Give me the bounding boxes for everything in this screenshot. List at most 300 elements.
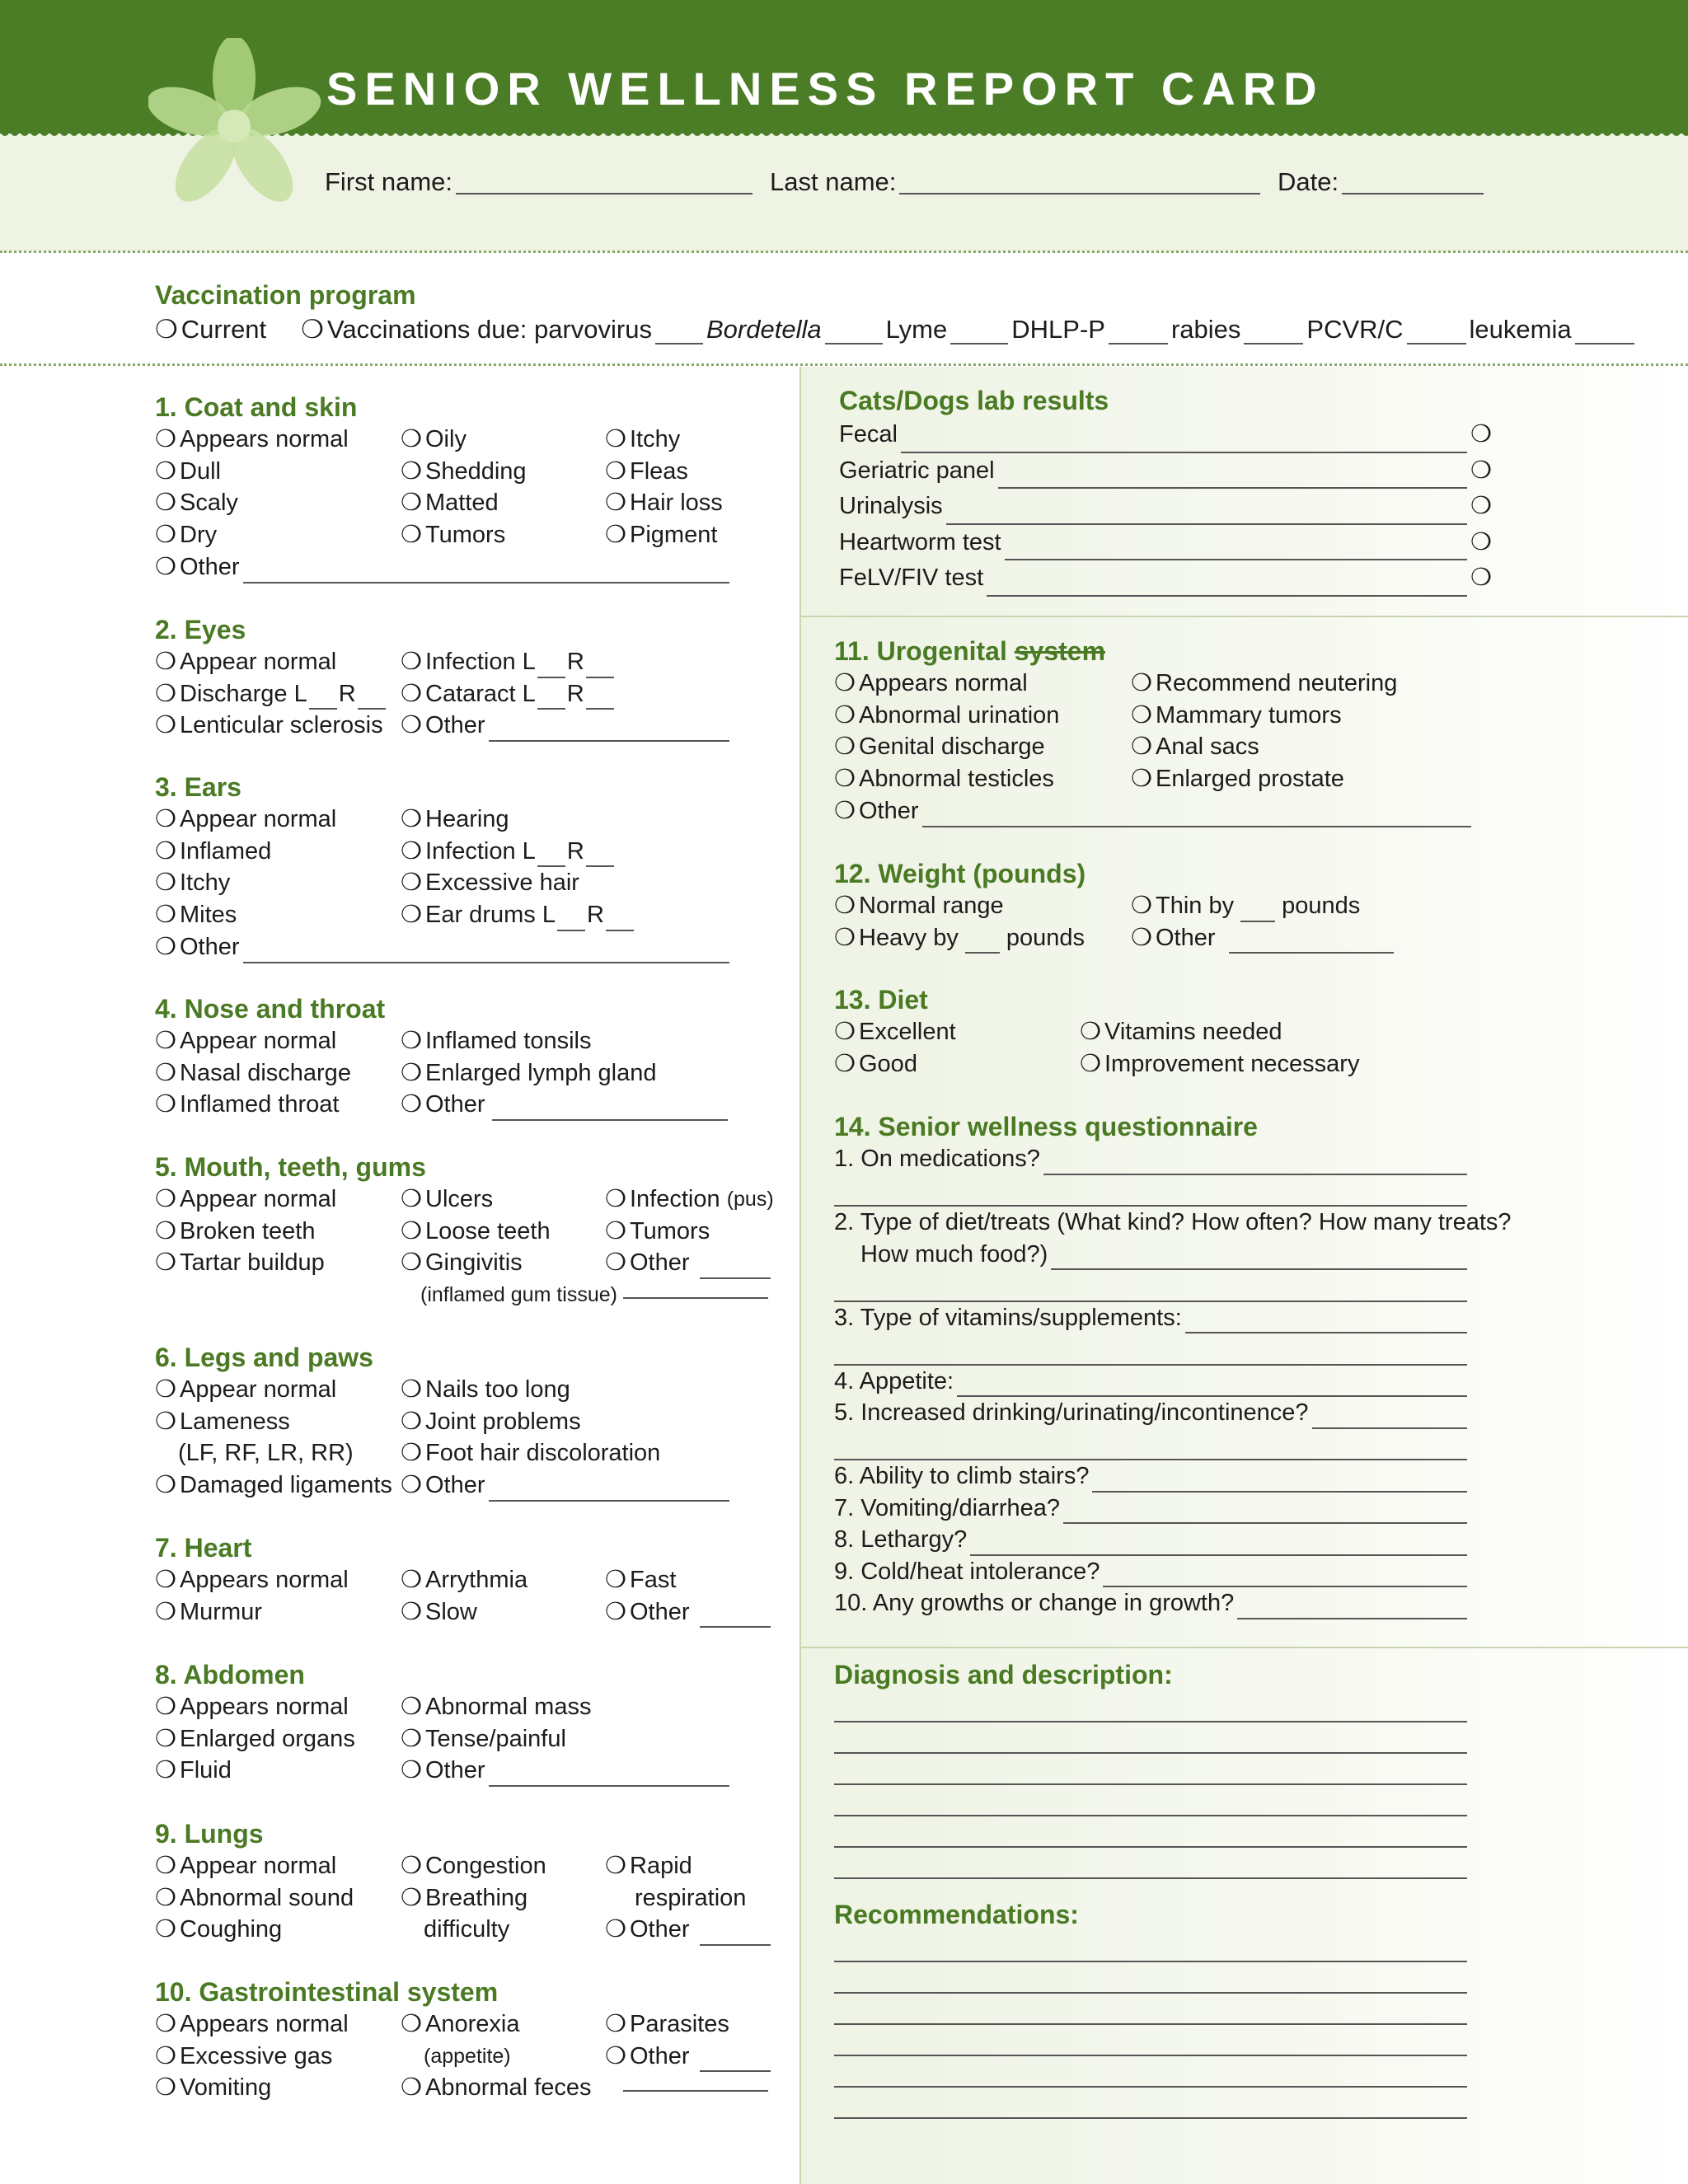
radio-icon[interactable]: ❍ xyxy=(155,1217,176,1244)
blank-line[interactable] xyxy=(946,505,1467,525)
blank-line[interactable] xyxy=(492,1101,728,1121)
blank-line[interactable] xyxy=(1185,1314,1467,1333)
radio-icon[interactable]: ❍ xyxy=(155,1916,176,1943)
radio-icon[interactable]: ❍ xyxy=(1131,893,1152,919)
option[interactable] xyxy=(401,678,729,710)
option[interactable] xyxy=(834,795,1471,827)
question[interactable] xyxy=(834,1493,1467,1525)
blank-line[interactable] xyxy=(834,1175,1467,1207)
option[interactable] xyxy=(401,1850,546,1882)
radio-icon[interactable]: ❍ xyxy=(401,1440,422,1467)
nose-throat-section xyxy=(155,992,657,1118)
radio-icon[interactable]: ❍ xyxy=(401,1186,422,1212)
option[interactable] xyxy=(155,1247,336,1279)
option[interactable] xyxy=(605,1216,774,1248)
radio-icon[interactable]: ❍ xyxy=(401,1567,422,1593)
radio-icon[interactable]: ❍ xyxy=(401,457,422,485)
radio-icon[interactable]: ❍ xyxy=(401,1249,422,1277)
radio-icon[interactable]: ❍ xyxy=(834,766,856,793)
option[interactable] xyxy=(605,2008,771,2041)
blank-line[interactable] xyxy=(834,1333,1467,1366)
option[interactable] xyxy=(401,710,729,742)
option[interactable] xyxy=(401,1247,617,1279)
blank-line[interactable] xyxy=(834,1270,1467,1302)
radio-icon[interactable]: ❍ xyxy=(401,1408,422,1435)
radio-icon[interactable]: ❍ xyxy=(605,1217,626,1244)
weight-section xyxy=(834,857,1361,951)
blank-line[interactable] xyxy=(1063,1504,1467,1524)
blank-line[interactable] xyxy=(700,1926,771,1946)
radio-icon[interactable]: ❍ xyxy=(155,426,176,452)
question[interactable] xyxy=(834,1556,1467,1588)
radio-icon[interactable]: ❍ xyxy=(834,797,856,824)
radio-icon[interactable]: ❍ xyxy=(155,1059,176,1086)
option[interactable] xyxy=(401,2072,592,2104)
option[interactable] xyxy=(155,2072,349,2104)
option[interactable] xyxy=(155,931,729,963)
option[interactable] xyxy=(834,890,1085,922)
radio-icon[interactable]: ❍ xyxy=(155,1186,176,1212)
section-divider xyxy=(801,616,1688,617)
option-label: Excellent xyxy=(859,1019,956,1045)
radio-icon[interactable]: ❍ xyxy=(401,1376,422,1403)
radio-icon[interactable]: ❍ xyxy=(401,1598,422,1625)
option[interactable] xyxy=(401,1089,728,1121)
blank-line[interactable] xyxy=(243,564,729,583)
option[interactable] xyxy=(1131,700,1397,732)
option[interactable] xyxy=(401,1406,729,1438)
radio-icon[interactable]: ❍ xyxy=(834,1019,856,1045)
option-label: Excessive gas xyxy=(180,2042,333,2069)
radio-icon[interactable]: ❍ xyxy=(155,1408,176,1435)
blank-line[interactable] xyxy=(537,847,565,867)
blank-line[interactable] xyxy=(557,912,585,931)
radio-icon[interactable]: ❍ xyxy=(605,490,626,517)
option[interactable] xyxy=(401,1882,546,1915)
blank-line[interactable] xyxy=(700,1608,771,1628)
gastrointestinal-section xyxy=(155,1975,729,2102)
blank-line[interactable] xyxy=(834,1429,1467,1461)
option[interactable] xyxy=(155,1691,355,1723)
option[interactable] xyxy=(401,1437,729,1469)
option-label: difficulty xyxy=(424,1916,510,1943)
option[interactable] xyxy=(155,1469,392,1502)
radio-icon[interactable]: ❍ xyxy=(155,933,176,960)
question[interactable] xyxy=(834,1239,1467,1271)
option-label: Good xyxy=(859,1050,917,1077)
last-name-line[interactable] xyxy=(899,173,1260,194)
blank-line[interactable] xyxy=(623,1279,768,1299)
lab-row[interactable] xyxy=(839,489,1492,525)
blank-line[interactable] xyxy=(586,847,614,867)
option[interactable] xyxy=(155,1564,349,1596)
option-label: Inflamed throat xyxy=(180,1091,340,1118)
question[interactable] xyxy=(834,1587,1467,1619)
blank-line[interactable] xyxy=(1005,541,1467,560)
blank-line[interactable] xyxy=(834,1754,1467,1785)
blank-line[interactable] xyxy=(1051,1250,1467,1270)
radio-icon[interactable]: ❍ xyxy=(1131,924,1152,951)
last-name-field[interactable] xyxy=(770,169,1260,194)
option[interactable] xyxy=(605,1183,774,1216)
option[interactable] xyxy=(605,1247,774,1279)
radio-icon[interactable]: ❍ xyxy=(155,1725,176,1752)
radio-icon[interactable]: ❍ xyxy=(401,902,422,929)
radio-icon[interactable]: ❍ xyxy=(605,1249,626,1277)
lab-row[interactable] xyxy=(839,560,1492,597)
blank-line[interactable] xyxy=(489,1767,729,1787)
option[interactable] xyxy=(155,710,387,742)
option[interactable] xyxy=(605,1596,771,1629)
option[interactable] xyxy=(605,519,723,551)
radio-icon[interactable]: ❍ xyxy=(155,1694,176,1720)
urogenital-section xyxy=(834,635,1398,824)
option[interactable] xyxy=(155,1057,351,1090)
option-label: pounds xyxy=(1282,893,1361,919)
option-label: Breathing xyxy=(425,1884,528,1911)
radio-icon[interactable]: ❍ xyxy=(401,522,422,549)
option[interactable] xyxy=(401,2008,592,2041)
option[interactable] xyxy=(155,1216,336,1248)
radio-icon[interactable]: ❍ xyxy=(1131,701,1152,729)
option[interactable] xyxy=(155,1882,354,1915)
blank-line[interactable] xyxy=(489,722,729,742)
radio-icon[interactable]: ❍ xyxy=(155,315,178,344)
blank-line[interactable] xyxy=(537,658,565,678)
blank-line[interactable] xyxy=(1103,1568,1467,1587)
lab-row[interactable] xyxy=(839,525,1492,561)
option[interactable] xyxy=(155,678,387,710)
blank-line[interactable] xyxy=(700,1259,771,1279)
blank-line[interactable] xyxy=(834,2025,1467,2056)
radio-icon[interactable]: ❍ xyxy=(401,1757,422,1784)
option[interactable] xyxy=(155,551,729,583)
radio-icon[interactable]: ❍ xyxy=(1470,528,1492,555)
radio-icon[interactable]: ❍ xyxy=(401,649,422,675)
blank-line[interactable] xyxy=(1109,325,1168,344)
first-name-line[interactable] xyxy=(456,173,753,194)
radio-icon[interactable]: ❍ xyxy=(605,426,626,452)
radio-icon[interactable]: ❍ xyxy=(1470,493,1492,519)
option[interactable] xyxy=(401,899,635,931)
radio-icon[interactable]: ❍ xyxy=(155,837,176,865)
option-label: Broken teeth xyxy=(180,1217,316,1244)
blank-line[interactable] xyxy=(970,1536,1467,1556)
option[interactable] xyxy=(1080,1048,1359,1080)
radio-icon[interactable]: ❍ xyxy=(155,869,176,897)
option-label: Other xyxy=(859,797,919,824)
radio-icon[interactable]: ❍ xyxy=(401,712,422,739)
radio-icon[interactable]: ❍ xyxy=(155,1598,176,1625)
flower-logo-icon xyxy=(148,38,321,227)
option[interactable] xyxy=(401,804,635,836)
radio-icon[interactable]: ❍ xyxy=(401,490,422,517)
radio-icon[interactable]: ❍ xyxy=(1131,766,1152,793)
radio-icon[interactable]: ❍ xyxy=(401,2074,422,2102)
blank-line[interactable] xyxy=(987,577,1467,597)
option[interactable] xyxy=(1131,922,1394,954)
radio-icon[interactable]: ❍ xyxy=(401,806,422,832)
option[interactable] xyxy=(605,1850,771,1882)
radio-icon[interactable]: ❍ xyxy=(1131,670,1152,696)
option[interactable] xyxy=(605,424,723,456)
option[interactable] xyxy=(401,1691,729,1723)
radio-icon[interactable]: ❍ xyxy=(155,457,176,485)
option[interactable] xyxy=(401,456,527,488)
option[interactable] xyxy=(155,1183,336,1216)
option-label: Appears normal xyxy=(859,670,1028,696)
option-label: Heavy by xyxy=(859,924,959,951)
radio-icon[interactable]: ❍ xyxy=(605,1186,626,1212)
question[interactable] xyxy=(834,1366,1467,1398)
blank-line[interactable] xyxy=(957,1377,1467,1397)
radio-icon[interactable]: ❍ xyxy=(155,1028,176,1054)
option[interactable] xyxy=(401,1374,729,1406)
blank-line[interactable] xyxy=(489,1482,729,1502)
radio-icon[interactable]: ❍ xyxy=(155,2074,176,2102)
question[interactable] xyxy=(834,1302,1467,1334)
radio-icon[interactable]: ❍ xyxy=(401,680,422,707)
blank-line[interactable] xyxy=(623,2072,768,2092)
option[interactable] xyxy=(401,867,635,899)
option[interactable] xyxy=(401,1183,617,1216)
vaccination-row xyxy=(155,315,1638,344)
option[interactable] xyxy=(834,1016,956,1048)
blank-line[interactable] xyxy=(825,325,883,344)
lab-row[interactable] xyxy=(839,453,1492,490)
option[interactable] xyxy=(155,1025,351,1057)
radio-icon[interactable]: ❍ xyxy=(1470,457,1492,484)
radio-icon[interactable]: ❍ xyxy=(605,1916,626,1943)
blank-line[interactable] xyxy=(901,434,1467,453)
radio-icon[interactable]: ❍ xyxy=(301,315,324,344)
option-label: Enlarged organs xyxy=(180,1725,355,1752)
blank-line[interactable] xyxy=(1237,1600,1467,1619)
blank-line[interactable] xyxy=(834,2056,1467,2088)
option[interactable] xyxy=(1131,890,1394,922)
radio-icon[interactable]: ❍ xyxy=(155,1757,176,1784)
option[interactable] xyxy=(401,519,527,551)
radio-icon[interactable]: ❍ xyxy=(834,893,856,919)
blank-line[interactable] xyxy=(1244,325,1303,344)
radio-icon[interactable]: ❍ xyxy=(155,1249,176,1277)
radio-icon[interactable]: ❍ xyxy=(155,553,176,580)
option-label: Mammary tumors xyxy=(1156,701,1342,729)
radio-icon[interactable]: ❍ xyxy=(1470,421,1492,448)
first-name-field[interactable] xyxy=(325,169,753,194)
option[interactable] xyxy=(401,1057,728,1090)
option[interactable] xyxy=(155,2041,349,2073)
radio-icon[interactable]: ❍ xyxy=(401,1884,422,1911)
lab-row[interactable] xyxy=(839,417,1492,453)
option[interactable] xyxy=(155,1596,349,1629)
option[interactable] xyxy=(401,1755,729,1787)
radio-icon[interactable]: ❍ xyxy=(401,1694,422,1720)
radio-icon[interactable]: ❍ xyxy=(155,1472,176,1499)
question[interactable] xyxy=(834,1397,1467,1429)
radio-icon[interactable]: ❍ xyxy=(834,701,856,729)
blank-line[interactable] xyxy=(950,325,1008,344)
option[interactable] xyxy=(605,1564,771,1596)
option-label: Itchy xyxy=(630,426,681,452)
option[interactable] xyxy=(155,1914,354,1946)
option[interactable] xyxy=(605,2041,771,2073)
option[interactable] xyxy=(401,1723,729,1755)
radio-icon[interactable]: ❍ xyxy=(155,712,176,739)
blank-line[interactable] xyxy=(1312,1409,1467,1429)
radio-icon[interactable]: ❍ xyxy=(605,522,626,549)
radio-icon[interactable]: ❍ xyxy=(401,1059,422,1086)
option-label: Murmur xyxy=(180,1598,262,1625)
radio-icon[interactable]: ❍ xyxy=(155,2042,176,2069)
radio-icon[interactable]: ❍ xyxy=(1470,565,1492,591)
option[interactable] xyxy=(155,1089,351,1121)
radio-icon[interactable]: ❍ xyxy=(155,806,176,832)
blank-line[interactable] xyxy=(834,1785,1467,1816)
radio-icon[interactable]: ❍ xyxy=(1080,1019,1101,1045)
radio-icon[interactable]: ❍ xyxy=(155,680,176,707)
option-label: Parasites xyxy=(630,2011,729,2037)
radio-icon[interactable]: ❍ xyxy=(834,1050,856,1077)
blank-line[interactable] xyxy=(655,325,703,344)
radio-icon[interactable]: ❍ xyxy=(401,1091,422,1118)
option[interactable] xyxy=(834,922,1085,954)
option[interactable] xyxy=(155,1406,392,1438)
radio-icon[interactable]: ❍ xyxy=(605,2011,626,2037)
option[interactable] xyxy=(401,836,635,868)
radio-icon[interactable]: ❍ xyxy=(155,902,176,929)
radio-icon[interactable]: ❍ xyxy=(401,869,422,897)
radio-icon[interactable]: ❍ xyxy=(401,1853,422,1879)
option[interactable] xyxy=(155,1755,355,1787)
question[interactable] xyxy=(834,1143,1467,1175)
radio-icon[interactable]: ❍ xyxy=(155,1853,176,1879)
option-label: R xyxy=(586,902,604,929)
option[interactable] xyxy=(834,1048,956,1080)
option[interactable] xyxy=(155,2008,349,2041)
blank-line[interactable] xyxy=(700,2052,771,2072)
blank-line[interactable] xyxy=(834,2088,1467,2119)
option-label: Abnormal sound xyxy=(180,1884,354,1911)
blank-line[interactable] xyxy=(243,944,729,963)
radio-icon[interactable]: ❍ xyxy=(401,1217,422,1244)
radio-icon[interactable]: ❍ xyxy=(401,1725,422,1752)
radio-icon[interactable]: ❍ xyxy=(1131,733,1152,761)
option[interactable] xyxy=(401,1564,528,1596)
option[interactable] xyxy=(401,1469,729,1502)
note: (LF, RF, LR, RR) xyxy=(178,1440,354,1467)
radio-icon[interactable]: ❍ xyxy=(155,490,176,517)
blank-line[interactable] xyxy=(834,1691,1467,1722)
blank-line[interactable] xyxy=(965,934,1000,954)
question[interactable] xyxy=(834,1460,1467,1493)
radio-icon[interactable]: ❍ xyxy=(155,1884,176,1911)
blank-line[interactable] xyxy=(834,1816,1467,1848)
eyes-section xyxy=(155,613,584,739)
option[interactable] xyxy=(605,487,723,519)
blank-line[interactable] xyxy=(606,912,634,931)
blank-line[interactable] xyxy=(358,690,386,710)
blank-line[interactable] xyxy=(586,658,614,678)
blank-line[interactable] xyxy=(834,1848,1467,1879)
radio-icon[interactable]: ❍ xyxy=(155,1376,176,1403)
option[interactable] xyxy=(401,424,527,456)
radio-icon[interactable]: ❍ xyxy=(834,670,856,696)
date-field[interactable] xyxy=(1278,169,1484,194)
radio-icon[interactable]: ❍ xyxy=(401,1472,422,1499)
radio-icon[interactable]: ❍ xyxy=(401,2011,422,2037)
blank-line[interactable] xyxy=(1575,325,1634,344)
column-divider xyxy=(799,367,801,2184)
option[interactable] xyxy=(605,1914,771,1946)
option[interactable] xyxy=(1131,731,1397,763)
option[interactable] xyxy=(401,1596,528,1629)
radio-icon[interactable]: ❍ xyxy=(155,1091,176,1118)
option-label: Appear normal xyxy=(180,1853,337,1879)
blank-line[interactable] xyxy=(1240,902,1275,922)
blank-line[interactable] xyxy=(1229,934,1394,954)
blank-line[interactable] xyxy=(537,690,565,710)
radio-icon[interactable]: ❍ xyxy=(605,1853,626,1879)
radio-icon[interactable]: ❍ xyxy=(155,2011,176,2037)
blank-line[interactable] xyxy=(922,808,1471,827)
option-label: Lenticular sclerosis xyxy=(180,712,383,739)
blank-line[interactable] xyxy=(1043,1155,1467,1175)
date-line[interactable] xyxy=(1342,173,1484,194)
option[interactable] xyxy=(605,456,723,488)
option[interactable] xyxy=(1080,1016,1359,1048)
option[interactable] xyxy=(1131,763,1397,795)
radio-icon[interactable]: ❍ xyxy=(401,426,422,452)
option[interactable] xyxy=(155,1850,354,1882)
radio-icon[interactable]: ❍ xyxy=(834,733,856,761)
option[interactable] xyxy=(155,1374,392,1406)
blank-line[interactable] xyxy=(834,1962,1467,1994)
radio-icon[interactable]: ❍ xyxy=(401,1028,422,1054)
option[interactable] xyxy=(401,1216,617,1248)
blank-line[interactable] xyxy=(586,690,614,710)
radio-icon[interactable]: ❍ xyxy=(605,2042,626,2069)
blank-line[interactable] xyxy=(834,1931,1467,1962)
blank-line[interactable] xyxy=(1407,325,1466,344)
option-label: Pigment xyxy=(630,522,718,549)
radio-icon[interactable]: ❍ xyxy=(605,1567,626,1593)
radio-icon[interactable]: ❍ xyxy=(401,837,422,865)
radio-icon[interactable]: ❍ xyxy=(605,1598,626,1625)
blank-line[interactable] xyxy=(834,1994,1467,2025)
option[interactable] xyxy=(155,646,387,678)
option-label: Other xyxy=(630,1598,690,1625)
option[interactable] xyxy=(1131,668,1397,700)
blank-line[interactable] xyxy=(834,1722,1467,1754)
option[interactable] xyxy=(401,1025,728,1057)
radio-icon[interactable]: ❍ xyxy=(155,649,176,675)
radio-icon[interactable]: ❍ xyxy=(834,924,856,951)
blank-line[interactable] xyxy=(998,469,1467,489)
option-label: Other xyxy=(425,712,485,739)
radio-icon[interactable]: ❍ xyxy=(155,522,176,549)
section-heading: 3. Ears xyxy=(155,772,241,802)
radio-icon[interactable]: ❍ xyxy=(155,1567,176,1593)
option[interactable] xyxy=(401,487,527,519)
option[interactable] xyxy=(401,646,729,678)
question[interactable] xyxy=(834,1524,1467,1556)
blank-line[interactable] xyxy=(1092,1473,1467,1493)
blank-line[interactable] xyxy=(309,690,337,710)
option[interactable] xyxy=(155,1723,355,1755)
radio-icon[interactable]: ❍ xyxy=(1080,1050,1101,1077)
radio-icon[interactable]: ❍ xyxy=(605,457,626,485)
